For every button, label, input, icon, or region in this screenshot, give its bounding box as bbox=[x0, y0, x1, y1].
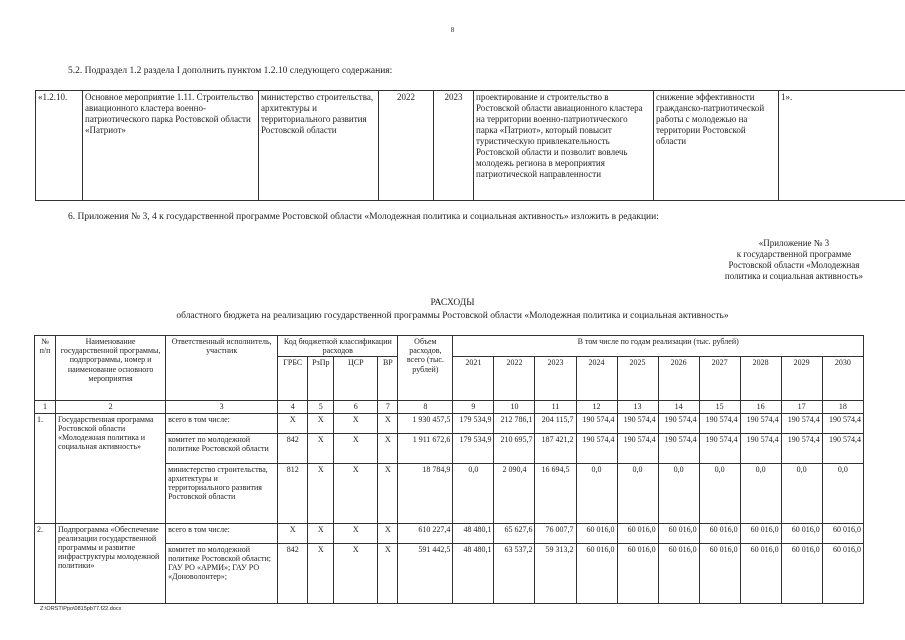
cell-year-value: 187 421,2 bbox=[535, 433, 576, 463]
header-year: 2030 bbox=[822, 357, 863, 401]
cell-grbs: X bbox=[278, 523, 308, 543]
header-name: Наименование государственной программы, подпрограммы, номер и наименование основного мероприятия bbox=[56, 336, 166, 401]
cell-year-value: 190 574,4 bbox=[617, 433, 658, 463]
cell-year-value: 0,0 bbox=[658, 463, 699, 523]
cell-rzpr: X bbox=[308, 413, 334, 433]
cell-rzpr: X bbox=[308, 463, 334, 523]
cell-year-value: 190 574,4 bbox=[699, 433, 740, 463]
appendix-line: политика и социальная активность» bbox=[724, 271, 863, 281]
measure-year-end: 2023 bbox=[434, 91, 474, 201]
column-number: 13 bbox=[617, 401, 658, 413]
measure-number: «1.2.10. bbox=[36, 91, 83, 201]
cell-year-value: 190 574,4 bbox=[781, 433, 822, 463]
paragraph-5-2: 5.2. Подраздел 1.2 раздела I дополнить пунктом 1.2.10 следующего содержания: bbox=[68, 66, 393, 76]
cell-year-value: 60 016,0 bbox=[781, 523, 822, 543]
cell-year-value: 190 574,4 bbox=[617, 413, 658, 433]
cell-year-value: 0,0 bbox=[699, 463, 740, 523]
paragraph-6: 6. Приложения № 3, 4 к государственной программе Ростовской области «Молодежная политика и социальная активность» изложить в редакции: bbox=[68, 212, 659, 222]
cell-year-value: 190 574,4 bbox=[740, 433, 781, 463]
cell-year-value: 190 574,4 bbox=[822, 433, 863, 463]
cell-year-value: 0,0 bbox=[740, 463, 781, 523]
column-number: 11 bbox=[535, 401, 576, 413]
file-path-footer: Z:\ORST\Ppo\0815pb77.f22.docx bbox=[40, 606, 122, 612]
cell-year-value: 60 016,0 bbox=[576, 543, 617, 603]
cell-csr: X bbox=[334, 463, 378, 523]
document-subtitle: областного бюджета на реализацию государственной программы Ростовской области «Молодежная политика и социальная активность» bbox=[176, 311, 729, 321]
cell-year-value: 190 574,4 bbox=[822, 413, 863, 433]
expenses-table bbox=[34, 335, 864, 604]
cell-csr: X bbox=[334, 433, 378, 463]
header-executor: Ответственный исполнитель, участник bbox=[166, 336, 278, 401]
cell-year-value: 204 115,7 bbox=[535, 413, 576, 433]
header-rzpr: РзПр bbox=[308, 357, 334, 401]
header-year: 2022 bbox=[494, 357, 535, 401]
column-number: 3 bbox=[166, 401, 278, 413]
cell-total: 1 911 672,6 bbox=[398, 433, 453, 463]
cell-year-value: 60 016,0 bbox=[699, 523, 740, 543]
cell-year-value: 60 016,0 bbox=[740, 523, 781, 543]
cell-year-value: 179 534,9 bbox=[453, 413, 494, 433]
header-year: 2024 bbox=[576, 357, 617, 401]
cell-year-value: 60 016,0 bbox=[699, 543, 740, 603]
cell-year-value: 0,0 bbox=[822, 463, 863, 523]
cell-year-value: 190 574,4 bbox=[781, 413, 822, 433]
cell-vr: X bbox=[378, 413, 398, 433]
cell-year-value: 190 574,4 bbox=[658, 433, 699, 463]
row-name: Государственная программа Ростовской области «Молодежная политика и социальная активность» bbox=[56, 413, 166, 523]
cell-grbs: 842 bbox=[278, 543, 308, 603]
cell-total: 1 930 457,5 bbox=[398, 413, 453, 433]
cell-total: 18 784,9 bbox=[398, 463, 453, 523]
cell-year-value: 190 574,4 bbox=[576, 413, 617, 433]
header-grbs: ГРБС bbox=[278, 357, 308, 401]
cell-year-value: 212 786,1 bbox=[494, 413, 535, 433]
column-number: 2 bbox=[56, 401, 166, 413]
row-executor: всего в том числе: bbox=[166, 413, 278, 433]
cell-grbs: X bbox=[278, 413, 308, 433]
row-name: Подпрограмма «Обеспечение реализации государственной программы и развитие инфраструктуры молодежной политики» bbox=[56, 523, 166, 603]
measure-consequence: снижение эффективности гражданско-патриотической работы с молодежью на территории Ростовской области bbox=[654, 91, 779, 201]
header-year: 2029 bbox=[781, 357, 822, 401]
measure-result: проектирование и строительство в Ростовской области авиационного кластера на территории военно-патриотического парка «Патриот», который повысит туристическую привлекательность Ростовской области и позволит вовлечь молодежь региона в мероприятия патриотической направленности bbox=[474, 91, 654, 201]
header-volume: Объем расходов, всего (тыс. рублей) bbox=[398, 336, 453, 401]
row-num: 2. bbox=[35, 523, 56, 603]
column-number: 8 bbox=[398, 401, 453, 413]
header-years-group: В том числе по годам реализации (тыс. рублей) bbox=[453, 336, 864, 357]
cell-year-value: 48 480,1 bbox=[453, 543, 494, 603]
cell-total: 591 442,5 bbox=[398, 543, 453, 603]
column-number: 4 bbox=[278, 401, 308, 413]
measure-executor: министерство строительства, архитектуры и территориального развития Ростовской области bbox=[259, 91, 379, 201]
header-year: 2025 bbox=[617, 357, 658, 401]
header-num: № п/п bbox=[35, 336, 56, 401]
table-row bbox=[35, 413, 864, 433]
appendix-line: к государственной программе bbox=[736, 249, 852, 259]
cell-year-value: 210 695,7 bbox=[494, 433, 535, 463]
cell-year-value: 0,0 bbox=[453, 463, 494, 523]
cell-rzpr: X bbox=[308, 523, 334, 543]
header-year: 2021 bbox=[453, 357, 494, 401]
cell-year-value: 60 016,0 bbox=[617, 543, 658, 603]
page-number: 8 bbox=[450, 26, 455, 34]
cell-vr: X bbox=[378, 433, 398, 463]
row-executor: комитет по молодежной политике Ростовской области; ГАУ РО «АРМИ»; ГАУ РО «Доноволонтер»; bbox=[166, 543, 278, 603]
cell-year-value: 60 016,0 bbox=[617, 523, 658, 543]
header-budget-code: Код бюджетной классификации расходов bbox=[278, 336, 398, 357]
cell-vr: X bbox=[378, 543, 398, 603]
cell-year-value: 60 016,0 bbox=[658, 523, 699, 543]
cell-grbs: 842 bbox=[278, 433, 308, 463]
header-csr: ЦСР bbox=[334, 357, 378, 401]
cell-rzpr: X bbox=[308, 433, 334, 463]
cell-year-value: 190 574,4 bbox=[658, 413, 699, 433]
cell-year-value: 190 574,4 bbox=[740, 413, 781, 433]
header-vr: ВР bbox=[378, 357, 398, 401]
cell-year-value: 76 007,7 bbox=[535, 523, 576, 543]
cell-csr: X bbox=[334, 543, 378, 603]
measure-link: 1». bbox=[779, 91, 905, 201]
cell-year-value: 16 694,5 bbox=[535, 463, 576, 523]
appendix-line: Ростовской области «Молодежная bbox=[728, 260, 860, 270]
measure-name: Основное мероприятие 1.11. Строительство авиационного кластера военно-патриотического парка Ростовской области «Патриот» bbox=[83, 91, 259, 201]
cell-csr: X bbox=[334, 523, 378, 543]
row-executor: всего в том числе: bbox=[166, 523, 278, 543]
cell-year-value: 60 016,0 bbox=[822, 543, 863, 603]
column-number: 6 bbox=[334, 401, 378, 413]
cell-year-value: 60 016,0 bbox=[781, 543, 822, 603]
measure-table bbox=[35, 90, 905, 201]
cell-year-value: 59 313,2 bbox=[535, 543, 576, 603]
column-number: 15 bbox=[699, 401, 740, 413]
cell-year-value: 190 574,4 bbox=[699, 413, 740, 433]
appendix-header bbox=[725, 238, 863, 282]
cell-total: 610 227,4 bbox=[398, 523, 453, 543]
cell-vr: X bbox=[378, 523, 398, 543]
header-year: 2026 bbox=[658, 357, 699, 401]
column-number: 12 bbox=[576, 401, 617, 413]
cell-year-value: 0,0 bbox=[781, 463, 822, 523]
row-executor: министерство строительства, архитектуры и территориального развития Ростовской области bbox=[166, 463, 278, 523]
cell-year-value: 2 090,4 bbox=[494, 463, 535, 523]
column-number: 7 bbox=[378, 401, 398, 413]
column-number: 10 bbox=[494, 401, 535, 413]
column-number: 9 bbox=[453, 401, 494, 413]
header-year: 2023 bbox=[535, 357, 576, 401]
document-title: РАСХОДЫ bbox=[430, 298, 475, 308]
cell-year-value: 60 016,0 bbox=[740, 543, 781, 603]
cell-year-value: 63 537,2 bbox=[494, 543, 535, 603]
cell-year-value: 65 627,6 bbox=[494, 523, 535, 543]
table-row bbox=[35, 523, 864, 543]
column-number: 5 bbox=[308, 401, 334, 413]
cell-year-value: 60 016,0 bbox=[576, 523, 617, 543]
column-number: 18 bbox=[822, 401, 863, 413]
column-number: 1 bbox=[35, 401, 56, 413]
row-num: 1. bbox=[35, 413, 56, 523]
header-year: 2028 bbox=[740, 357, 781, 401]
column-number: 14 bbox=[658, 401, 699, 413]
cell-year-value: 0,0 bbox=[617, 463, 658, 523]
cell-vr: X bbox=[378, 463, 398, 523]
cell-grbs: 812 bbox=[278, 463, 308, 523]
column-number: 16 bbox=[740, 401, 781, 413]
cell-year-value: 60 016,0 bbox=[822, 523, 863, 543]
measure-year-start: 2022 bbox=[379, 91, 434, 201]
cell-year-value: 60 016,0 bbox=[658, 543, 699, 603]
column-number: 17 bbox=[781, 401, 822, 413]
cell-year-value: 179 534,9 bbox=[453, 433, 494, 463]
cell-csr: X bbox=[334, 413, 378, 433]
appendix-line: «Приложение № 3 bbox=[758, 238, 830, 248]
cell-year-value: 0,0 bbox=[576, 463, 617, 523]
cell-rzpr: X bbox=[308, 543, 334, 603]
cell-year-value: 48 480,1 bbox=[453, 523, 494, 543]
cell-year-value: 190 574,4 bbox=[576, 433, 617, 463]
row-executor: комитет по молодежной политике Ростовской области bbox=[166, 433, 278, 463]
header-year: 2027 bbox=[699, 357, 740, 401]
